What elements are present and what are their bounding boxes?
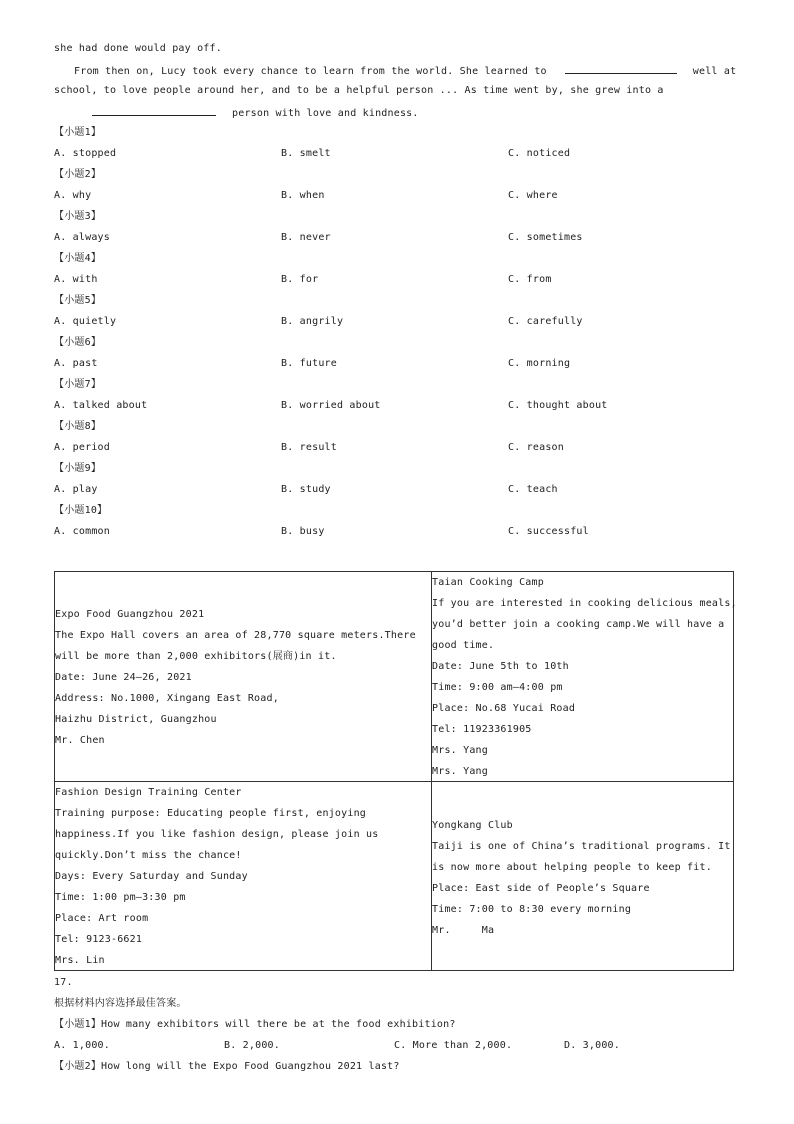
ad-title: Taian Cooking Camp xyxy=(432,577,544,588)
passage-line-2-end: well at xyxy=(692,66,737,77)
ad-title: Fashion Design Training Center xyxy=(55,787,242,798)
question-label: 【小题7】 xyxy=(54,379,102,390)
ad-line: Tel: 11923361905 xyxy=(432,724,532,735)
question-option: C. morning xyxy=(508,358,571,369)
question-option: A. play xyxy=(54,484,98,495)
ad-line: Days: Every Saturday and Sunday xyxy=(55,871,248,882)
question-option: C. thought about xyxy=(508,400,608,411)
question-option: A. talked about xyxy=(54,400,148,411)
question-label: 【小题10】 xyxy=(54,505,108,516)
question-label: 【小题2】 xyxy=(54,169,102,180)
ad-line: quickly.Don’t miss the chance! xyxy=(55,850,242,861)
question-option: C. carefully xyxy=(508,316,583,327)
ad-line: Place: East side of People’s Square xyxy=(432,883,650,894)
question-label: 【小题5】 xyxy=(54,295,102,306)
ad-line: Time: 7:00 to 8:30 every morning xyxy=(432,904,632,915)
question-label: 【小题6】 xyxy=(54,337,102,348)
ad-line: Time: 9:00 am—4:00 pm xyxy=(432,682,563,693)
question-option: C. where xyxy=(508,190,558,201)
ad-taian-cooking-camp xyxy=(432,572,737,782)
question-option: A. always xyxy=(54,232,110,243)
answer-blank xyxy=(565,63,677,74)
ad-line: Mrs. Yang xyxy=(432,766,488,777)
question-option: A. period xyxy=(54,442,110,453)
ad-line: is now more about helping people to keep fit. xyxy=(432,862,712,873)
question-option: C. noticed xyxy=(508,148,571,159)
ad-line: Address: No.1000, Xingang East Road, xyxy=(55,693,279,704)
ad-line: good time. xyxy=(432,640,495,651)
ad-yongkang-club xyxy=(432,815,732,941)
passage-line-3: school, to love people around her, and to be a helpful person ... As time went by, she grew into a xyxy=(54,85,664,96)
question-option: B. angrily xyxy=(281,316,344,327)
ad-line: Place: No.68 Yucai Road xyxy=(432,703,576,714)
question-option: B. never xyxy=(281,232,331,243)
ad-line: Training purpose: Educating people first, enjoying xyxy=(55,808,367,819)
passage-line-4-text: person with love and kindness. xyxy=(232,108,419,119)
passage-line-1: she had done would pay off. xyxy=(54,43,222,54)
ad-line: Taiji is one of China’s traditional programs. It xyxy=(432,841,731,852)
section-number: 17. xyxy=(54,977,73,988)
passage-line-4 xyxy=(54,105,419,121)
ad-line: will be more than 2,000 exhibitors(展商)in it. xyxy=(55,651,337,662)
question-label: 【小题9】 xyxy=(54,463,102,474)
question-option: C. successful xyxy=(508,526,589,537)
question-option: B. when xyxy=(281,190,325,201)
ad-line: Time: 1:00 pm—3:30 pm xyxy=(55,892,186,903)
question-option: C. sometimes xyxy=(508,232,583,243)
question-label: 【小题1】 xyxy=(54,127,102,138)
ad-line: Date: June 24—26, 2021 xyxy=(55,672,192,683)
ad-line: Place: Art room xyxy=(55,913,149,924)
question-label: 【小题8】 xyxy=(54,421,102,432)
section-instruction: 根据材料内容选择最佳答案。 xyxy=(54,998,187,1009)
answer-blank xyxy=(92,105,216,116)
question-option: A. stopped xyxy=(54,148,117,159)
passage-line-2-text: From then on, Lucy took every chance to learn from the world. She learned to xyxy=(74,66,547,77)
question-option: A. common xyxy=(54,526,110,537)
ad-title: Yongkang Club xyxy=(432,820,513,831)
ad-line: If you are interested in cooking delicious meals, xyxy=(432,598,737,609)
question-2: 【小题2】How long will the Expo Food Guangzhou 2021 last? xyxy=(54,1061,400,1072)
question-option: B. for xyxy=(281,274,319,285)
question-label: 【小题4】 xyxy=(54,253,102,264)
q1-option-d: D. 3,000. xyxy=(564,1040,620,1051)
question-option: C. from xyxy=(508,274,552,285)
question-label: 【小题3】 xyxy=(54,211,102,222)
ad-line: Date: June 5th to 10th xyxy=(432,661,569,672)
ads-table xyxy=(54,571,737,971)
question-option: B. study xyxy=(281,484,331,495)
ad-line: Tel: 9123-6621 xyxy=(55,934,143,945)
q1-option-c: C. More than 2,000. xyxy=(394,1040,513,1051)
question-option: B. smelt xyxy=(281,148,331,159)
ad-line: Mr. Chen xyxy=(55,735,105,746)
question-option: A. quietly xyxy=(54,316,117,327)
question-option: B. busy xyxy=(281,526,325,537)
question-option: B. result xyxy=(281,442,337,453)
question-option: A. why xyxy=(54,190,92,201)
question-option: A. past xyxy=(54,358,98,369)
question-option: B. worried about xyxy=(281,400,381,411)
passage-line-2 xyxy=(74,63,736,79)
ad-line: Haizhu District, Guangzhou xyxy=(55,714,217,725)
question-option: B. future xyxy=(281,358,337,369)
ad-line: Mrs. Lin xyxy=(55,955,105,966)
ad-line: you’d better join a cooking camp.We will have a xyxy=(432,619,725,630)
ad-line: The Expo Hall covers an area of 28,770 square meters.There xyxy=(55,630,416,641)
q1-option-b: B. 2,000. xyxy=(224,1040,280,1051)
question-1: 【小题1】How many exhibitors will there be at the food exhibition? xyxy=(54,1019,456,1030)
ad-line: Mr. Ma xyxy=(432,925,495,936)
ad-line: happiness.If you like fashion design, please join us xyxy=(55,829,379,840)
ad-title: Expo Food Guangzhou 2021 xyxy=(55,609,205,620)
q1-option-a: A. 1,000. xyxy=(54,1040,110,1051)
question-option: C. reason xyxy=(508,442,564,453)
ad-expo-food xyxy=(55,604,431,751)
ad-fashion-design xyxy=(55,782,431,971)
question-option: A. with xyxy=(54,274,98,285)
question-option: C. teach xyxy=(508,484,558,495)
ad-line: Mrs. Yang xyxy=(432,745,488,756)
